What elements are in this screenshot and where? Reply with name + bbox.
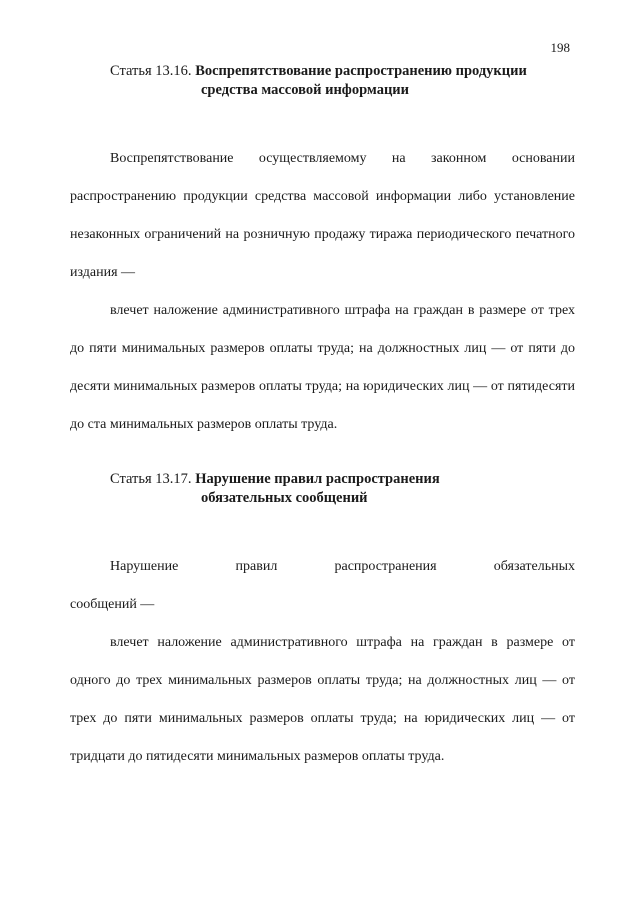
page-number: 198 xyxy=(550,40,570,55)
article-title-line1: Нарушение правил распространения xyxy=(195,471,440,487)
article-sanction: влечет наложение административного штрафа на граждан в размере от одного до трех минимальных размеров оплаты труда; на должностных лиц — от трех до пяти минимальных размеров оплаты труда; на юридических лиц — от тридцати до пятидесяти минимальных размеров оплаты труда. xyxy=(70,635,575,764)
disposition-word: распространения xyxy=(334,559,437,574)
article-body xyxy=(70,548,575,776)
article-13-17 xyxy=(70,470,575,776)
disposition-word: обязательных xyxy=(493,559,575,574)
article-sanction: влечет наложение административного штрафа на граждан в размере от трех до пяти минимальных размеров оплаты труда; на должностных лиц — от пяти до десяти минимальных размеров оплаты труда; на юридических лиц — от пятидесяти до ста минимальных размеров оплаты труда. xyxy=(70,303,575,432)
article-body xyxy=(70,140,575,444)
article-heading xyxy=(110,62,575,100)
article-disposition: Воспрепятствование осуществляемому на законном основании распространению продукции средства массовой информации либо установление незаконных ограничений на розничную продажу тиража периодического печатного издания — xyxy=(70,151,575,280)
article-13-16 xyxy=(70,62,575,444)
article-number: Статья 13.17. xyxy=(110,471,192,487)
article-disposition-line1 xyxy=(70,548,575,586)
article-number: Статья 13.16. xyxy=(110,63,192,79)
disposition-word: Нарушение xyxy=(110,559,179,574)
article-title-line2: обязательных сообщений xyxy=(201,490,368,506)
disposition-word: правил xyxy=(235,559,278,574)
article-heading xyxy=(110,470,575,508)
article-disposition-end: сообщений — xyxy=(70,597,155,612)
article-title-line1: Воспрепятствование распространению продукции xyxy=(195,63,527,79)
article-title-line2: средства массовой информации xyxy=(201,82,410,98)
